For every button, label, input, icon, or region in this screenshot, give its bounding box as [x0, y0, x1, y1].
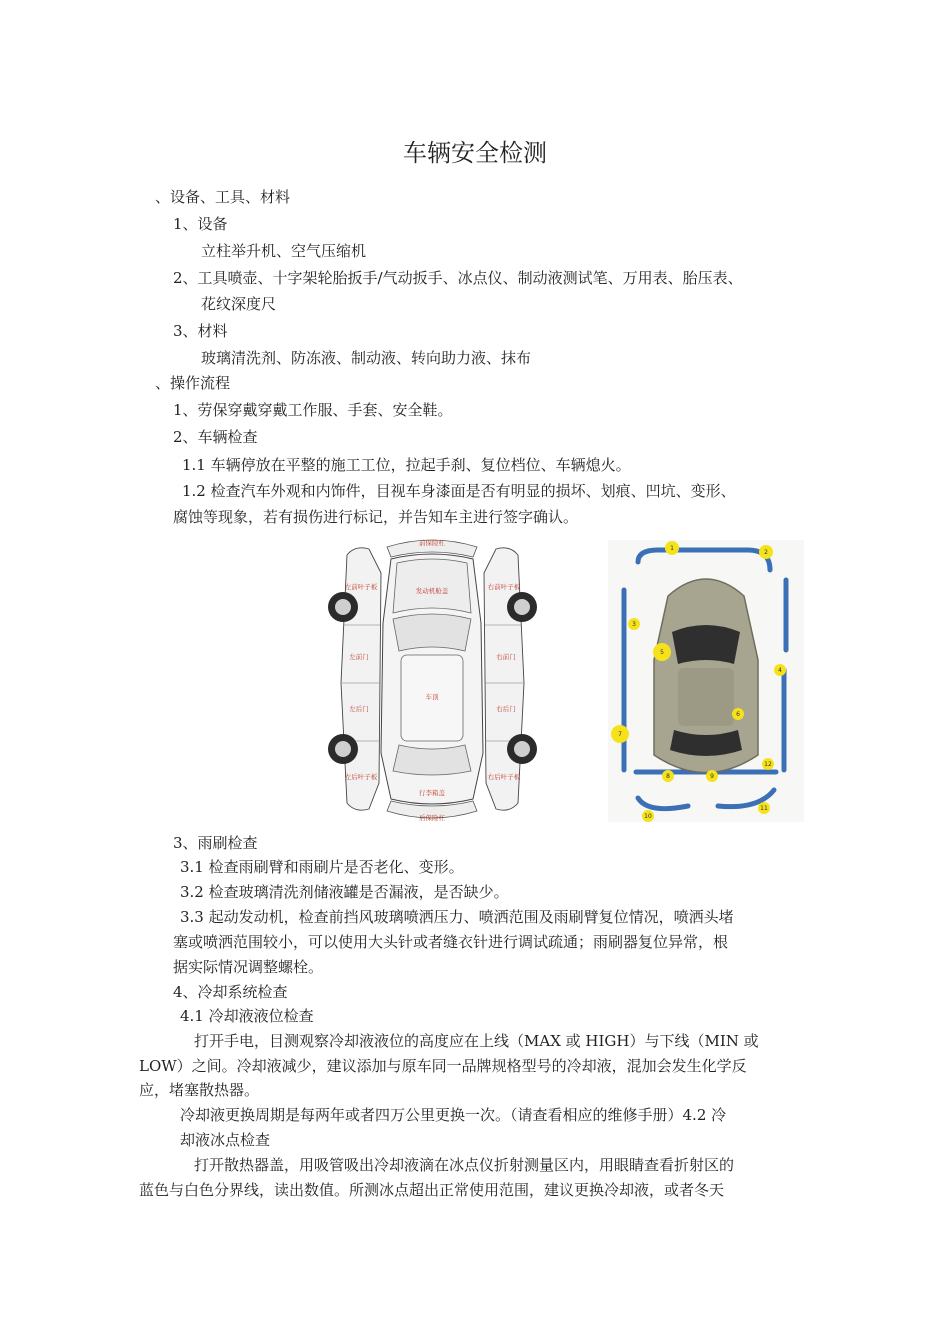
walkaround-diagram: [608, 540, 804, 822]
paragraph: 3.3 起动发动机，检查前挡风玻璃喷洒压力、喷洒范围及雨刷臂复位情况，喷洒头堵: [180, 908, 734, 926]
label-lr-door: 左后门: [349, 705, 369, 713]
svg-text:8: 8: [666, 773, 670, 780]
paragraph: 塞或喷洒范围较小，可以使用大头针或者缝衣针进行调试疏通；雨刷器复位异常，根: [173, 933, 729, 951]
paragraph: 3.1 检查雨刷臂和雨刷片是否老化、变形。: [180, 858, 464, 876]
label-rr-fender: 右后叶子板: [487, 773, 521, 781]
badge-icon: [774, 664, 786, 676]
svg-text:3: 3: [632, 621, 636, 628]
badge-icon: [732, 708, 744, 720]
badge-icon: [665, 541, 679, 555]
paragraph: 立柱举升机、空气压缩机: [201, 242, 367, 260]
label-rear-bumper: 后保险杠: [419, 814, 445, 822]
paragraph: 冷却液更换周期是每两年或者四万公里更换一次。（请查看相应的维修手册）4.2 冷: [180, 1106, 727, 1124]
svg-text:11: 11: [760, 805, 768, 812]
paragraph: 却液冰点检查: [180, 1131, 271, 1149]
subheading: 4、冷却系统检查: [173, 983, 288, 1001]
label-rr-door: 右后门: [496, 705, 516, 713]
svg-text:6: 6: [736, 711, 740, 718]
subheading: 1、设备: [173, 215, 228, 233]
wheel-icon: [328, 734, 358, 764]
label-lr-fender: 左后叶子板: [344, 773, 378, 781]
paragraph: 蓝色与白色分界线，读出数值。所测冰点超出正常使用范围，建议更换冷却液，或者冬天: [139, 1181, 725, 1199]
paragraph: 花纹深度尺: [201, 295, 277, 313]
badge-icon: [758, 802, 770, 814]
svg-text:2: 2: [764, 549, 768, 556]
paragraph: 玻璃清洗剂、防冻液、制动液、转向助力液、抹布: [201, 349, 532, 367]
badge-icon: [662, 770, 674, 782]
badge-icon: [759, 545, 773, 559]
section-heading: 、操作流程: [155, 374, 231, 392]
subheading: 1、劳保穿戴穿戴工作服、手套、安全鞋。: [173, 401, 453, 419]
subheading: 3、雨刷检查: [173, 834, 258, 852]
svg-text:9: 9: [710, 773, 714, 780]
paragraph: 1.1 车辆停放在平整的施工工位，拉起手刹、复位档位、车辆熄火。: [182, 456, 631, 474]
svg-text:5: 5: [660, 649, 664, 656]
paragraph: 4.1 冷却液液位检查: [180, 1007, 314, 1025]
svg-text:10: 10: [644, 813, 652, 820]
badge-icon: [762, 758, 774, 770]
car-panel-diagram: [325, 533, 540, 825]
paragraph: LOW）之间。冷却液减少，建议添加与原车同一品牌规格型号的冷却液，混加会发生化学反: [139, 1057, 747, 1075]
label-front-bumper: 前保险杠: [419, 539, 445, 547]
paragraph: 据实际情况调整螺栓。: [173, 958, 324, 976]
wheel-icon: [328, 592, 358, 622]
wheel-icon: [507, 592, 537, 622]
car-topview-icon: [654, 579, 758, 773]
subheading: 3、材料: [173, 322, 228, 340]
paragraph: 3.2 检查玻璃清洗剂储液罐是否漏液，是否缺少。: [180, 883, 509, 901]
svg-text:7: 7: [618, 731, 622, 738]
badge-icon: [653, 643, 671, 661]
subheading: 2、车辆检查: [173, 428, 258, 446]
label-hood: 发动机舱盖: [415, 587, 449, 595]
badge-icon: [642, 810, 654, 822]
paragraph: 应，堵塞散热器。: [139, 1081, 260, 1099]
svg-text:4: 4: [778, 667, 782, 674]
paragraph: 打开散热器盖，用吸管吸出冷却液滴在冰点仪折射测量区内，用眼睛查看折射区的: [194, 1156, 735, 1174]
label-roof: 车顶: [425, 693, 439, 701]
page-title: 车辆安全检测: [403, 139, 547, 167]
label-rf-fender: 右前叶子板: [487, 583, 521, 591]
badge-icon: [611, 725, 629, 743]
label-lf-door: 左前门: [349, 653, 369, 661]
label-trunk: 行李箱盖: [419, 789, 445, 797]
section-heading: 、设备、工具、材料: [155, 188, 291, 206]
svg-text:12: 12: [764, 761, 772, 768]
label-lf-fender: 左前叶子板: [344, 583, 378, 591]
svg-text:1: 1: [670, 545, 674, 552]
paragraph: 2、工具喷壶、十字架轮胎扳手/气动扳手、冰点仪、制动液测试笔、万用表、胎压表、: [173, 269, 743, 287]
label-rf-door: 右前门: [496, 653, 516, 661]
badge-icon: [706, 770, 718, 782]
paragraph: 1.2 检查汽车外观和内饰件，目视车身漆面是否有明显的损坏、划痕、凹坑、变形、: [182, 482, 736, 500]
paragraph: 腐蚀等现象，若有损伤进行标记，并告知车主进行签字确认。: [173, 508, 579, 526]
paragraph: 打开手电，目测观察冷却液液位的高度应在上线（MAX 或 HIGH）与下线（MIN 或: [194, 1032, 759, 1050]
wheel-icon: [507, 734, 537, 764]
badge-icon: [628, 618, 640, 630]
